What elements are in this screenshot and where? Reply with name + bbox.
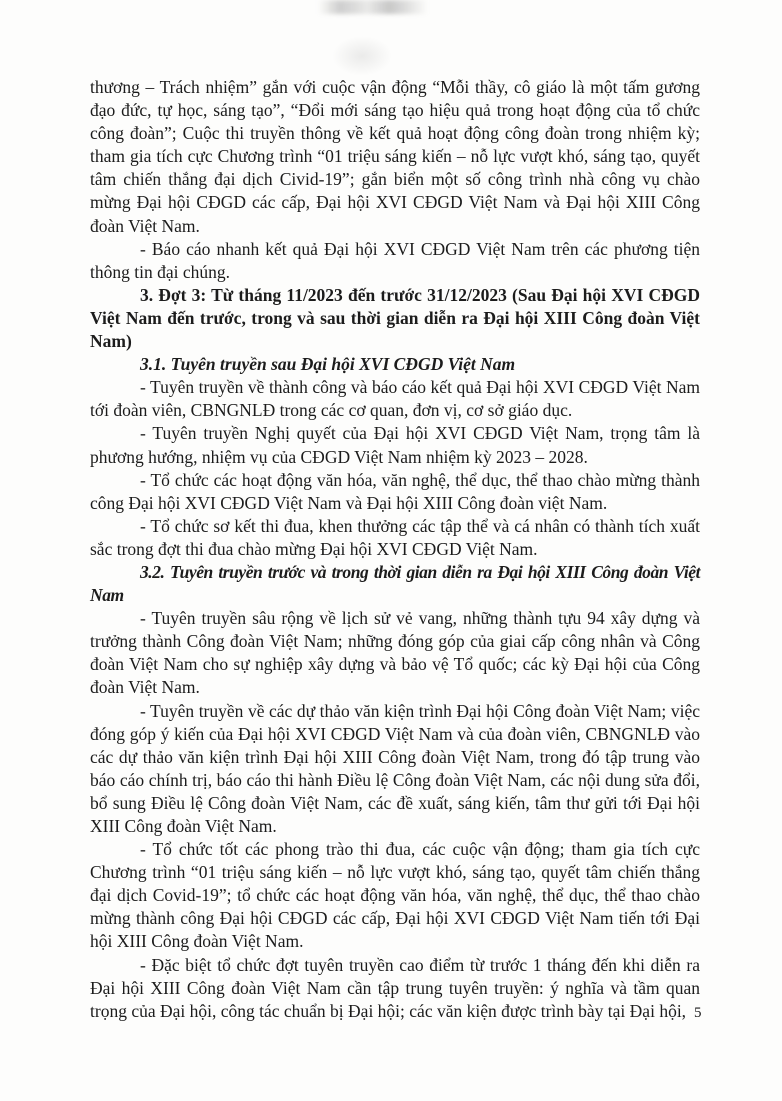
paragraph-bullet: - Báo cáo nhanh kết quả Đại hội XVI CĐGD Việt Nam trên các phương tiện thông tin đại chúng. [90, 238, 700, 282]
paragraph-continuation: thương – Trách nhiệm” gắn với cuộc vận động “Mỗi thầy, cô giáo là một tấm gương đạo đức, tự học, sáng tạo”, “Đổi mới sáng tạo hiệu quả trong hoạt động của tổ chức công đoàn”; Cuộc thi truyền thông về kết quả hoạt động công đoàn trong nhiệm kỳ; tham gia tích cực Chương trình “01 triệu sáng kiến – nỗ lực vượt khó, sáng tạo, quyết tâm chiến thắng đại dịch Civid-19”; gắn biển một số công trình nhà công vụ chào mừng Đại hội CĐGD các cấp, Đại hội XVI CĐGD Việt Nam và Đại hội XIII Công đoàn Việt Nam. [90, 77, 700, 236]
paragraph-bullet: - Tổ chức các hoạt động văn hóa, văn nghệ, thể dục, thể thao chào mừng thành công Đại hội XVI CĐGD Việt Nam và Đại hội XIII Công đoàn việt Nam. [90, 469, 700, 513]
faded-stamp [332, 36, 392, 76]
paragraph-bullet: - Tuyên truyền về các dự thảo văn kiện trình Đại hội Công đoàn Việt Nam; việc đóng góp ý kiến của Đại hội XVI CĐGD Việt Nam và của đoàn viên, CBNGNLĐ vào các dự thảo văn kiện trình Đại hội XIII Công đoàn Việt Nam, trong đó tập trung vào báo cáo chính trị, báo cáo thi hành Điều lệ Công đoàn Việt Nam, các nội dung sửa đổi, bổ sung Điều lệ Công đoàn Việt Nam, các đề xuất, sáng kiến, tâm thư gửi tới Đại hội XIII Công đoàn Việt Nam. [90, 700, 700, 836]
page-number: 5 [694, 1005, 702, 1021]
paragraph-bullet: - Tổ chức sơ kết thi đua, khen thưởng các tập thể và cá nhân có thành tích xuất sắc trong đợt thi đua chào mừng Đại hội XVI CĐGD Việt Nam. [90, 515, 700, 559]
paragraph-bullet: - Tuyên truyền Nghị quyết của Đại hội XVI CĐGD Việt Nam, trọng tâm là phương hướng, nhiệm vụ của CĐGD Việt Nam nhiệm kỳ 2023 – 2028. [90, 423, 700, 467]
paragraph-bullet: - Đặc biệt tổ chức đợt tuyên truyền cao điểm từ trước 1 tháng đến khi diễn ra Đại hội XIII Công đoàn Việt Nam cần tập trung tuyên truyền: ý nghĩa và tầm quan trọng của Đại hội, công tác chuẩn bị Đại hội; các văn kiện được trình bày tại Đại hội, [90, 954, 700, 1021]
subsection-heading-3-2: 3.2. Tuyên truyền trước và trong thời gian diễn ra Đại hội XIII Công đoàn Việt Nam [90, 561, 700, 606]
subsection-heading-3-1: 3.1. Tuyên truyền sau Đại hội XVI CĐGD Việt Nam [140, 354, 516, 375]
document-body [90, 76, 700, 1023]
paragraph-bullet: - Tuyên truyền về thành công và báo cáo kết quả Đại hội XVI CĐGD Việt Nam tới đoàn viên, CBNGNLĐ trong các cơ quan, đơn vị, cơ sở giáo dục. [90, 377, 700, 421]
scan-artifact [318, 0, 428, 14]
paragraph-bullet: - Tổ chức tốt các phong trào thi đua, các cuộc vận động; tham gia tích cực Chương trình “01 triệu sáng kiến – nỗ lực vượt khó, sáng tạo, quyết tâm chiến thắng đại dịch Covid-19”; tổ chức các hoạt động văn hóa, văn nghệ, thể dục, thể thao chào mừng thành công Đại hội CĐGD các cấp, Đại hội XVI CĐGD Việt Nam tiến tới Đại hội XIII Công đoàn Việt Nam. [90, 839, 700, 952]
section-heading-dot-3: 3. Đợt 3: Từ tháng 11/2023 đến trước 31/12/2023 (Sau Đại hội XVI CĐGD Việt Nam đến trước, trong và sau thời gian diễn ra Đại hội XIII Công đoàn Việt Nam) [90, 284, 700, 352]
paragraph-bullet: - Tuyên truyền sâu rộng về lịch sử vẻ vang, những thành tựu 94 xây dựng và trưởng thành Công đoàn Việt Nam; những đóng góp của giai cấp công nhân và Công đoàn Việt Nam cho sự nghiệp xây dựng và bảo vệ Tổ quốc; các kỳ Đại hội của Công đoàn Việt Nam. [90, 608, 700, 698]
